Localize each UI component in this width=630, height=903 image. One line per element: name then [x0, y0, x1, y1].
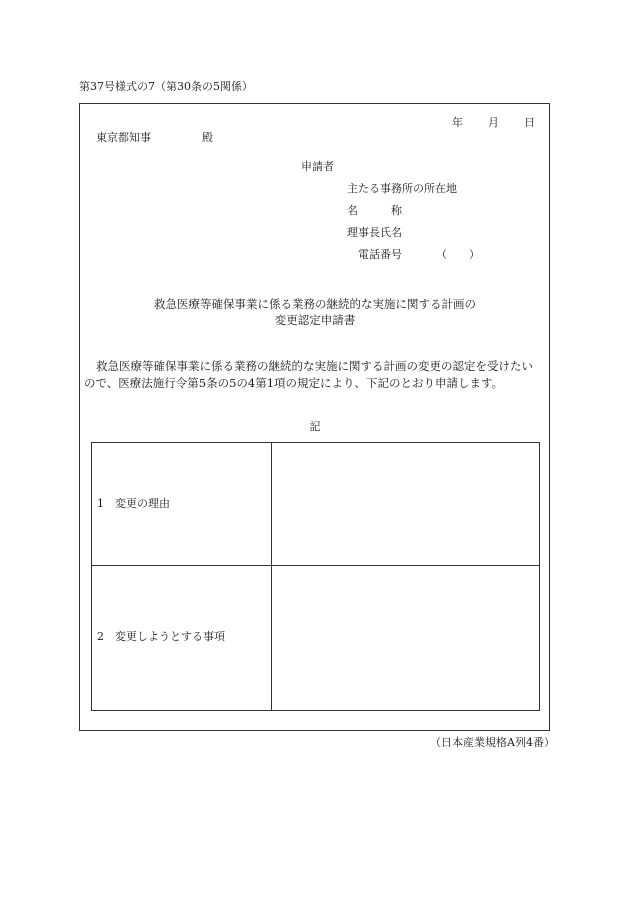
- addressee-name: 東京都知事: [96, 131, 151, 144]
- applicant-name-label: 名 称: [347, 204, 402, 217]
- record-heading: 記: [309, 420, 321, 433]
- items-table-row-divider: [91, 565, 540, 566]
- items-table-divider: [271, 442, 272, 711]
- addressee-honorific: 殿: [202, 131, 213, 144]
- item-label-changes: 2 変更しようとする事項: [97, 630, 225, 643]
- body-line1: 救急医療等確保事業に係る業務の継続的な実施に関する計画の変更の認定を受けたい: [96, 359, 533, 373]
- applicant-phone-paren: （ ）: [436, 248, 480, 261]
- date-month: 月: [488, 116, 499, 129]
- footer-note: （日本産業規格A列4番）: [430, 736, 555, 749]
- document-title-line2: 変更認定申請書: [274, 313, 356, 327]
- applicant-label: 申請者: [301, 160, 334, 173]
- item-label-reason: 1 変更の理由: [97, 497, 170, 510]
- date-day: 日: [524, 116, 535, 129]
- items-table: [91, 442, 540, 711]
- document-title-line1: 救急医療等確保事業に係る業務の継続的な実施に関する計画の: [154, 297, 476, 311]
- form-label: 第37号様式の7（第30条の5関係）: [79, 80, 253, 93]
- applicant-office-address: 主たる事務所の所在地: [347, 182, 457, 195]
- date-year: 年: [452, 116, 463, 129]
- applicant-phone-label: 電話番号: [358, 248, 402, 261]
- body-line2: ので、医療法施行令第5条の5の4第1項の規定により、下記のとおり申請します。: [84, 376, 504, 390]
- applicant-director-name: 理事長氏名: [347, 226, 402, 239]
